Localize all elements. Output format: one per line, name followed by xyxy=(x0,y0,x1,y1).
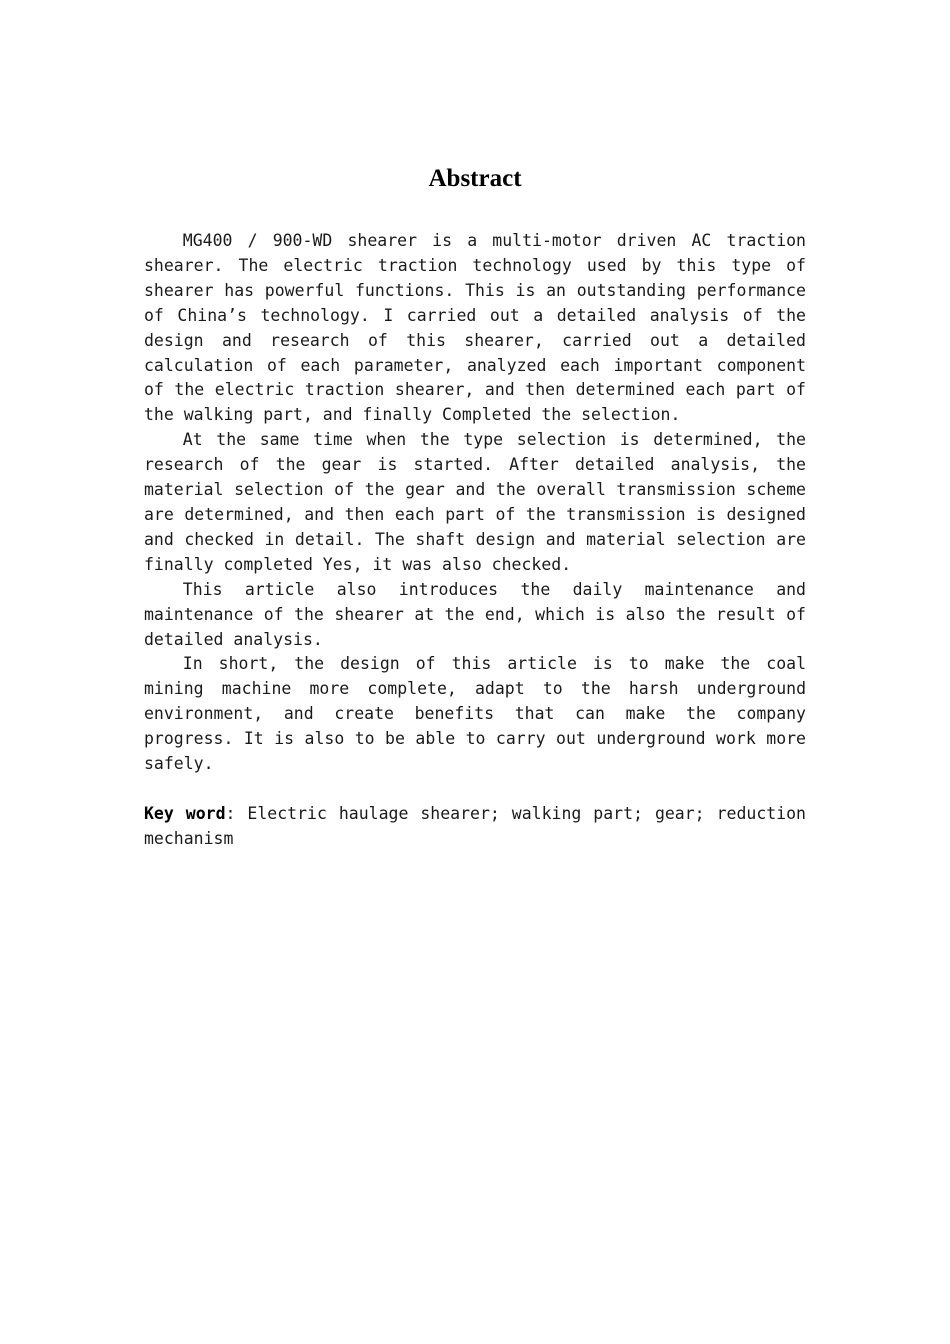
keywords-line xyxy=(144,802,806,852)
abstract-paragraph-3: This article also introduces the daily maintenance and maintenance of the shearer at the end, which is also the result of detailed analysis. xyxy=(144,579,806,649)
abstract-paragraph-1: MG400 / 900-WD shearer is a multi-motor driven AC traction shearer. The electric traction technology used by this type of shearer has powerful functions. This is an outstanding performance of China’s technology. I carried out a detailed analysis of the design and research of this shearer, carried out a detailed calculation of each parameter, analyzed each important component of the electric traction shearer, and then determined each part of the walking part, and finally Completed the selection. xyxy=(144,231,806,425)
abstract-paragraph-4: In short, the design of this article is to make the coal mining machine more complete, adapt to the harsh underground environment, and create benefits that can make the company progress. It is also to be able to carry out underground work more safely. xyxy=(144,654,806,774)
abstract-body xyxy=(144,229,806,777)
keywords-separator: : xyxy=(225,804,248,823)
abstract-title: Abstract xyxy=(428,165,522,192)
keywords-label: Key word xyxy=(144,804,226,823)
abstract-paragraph-2: At the same time when the type selection is determined, the research of the gear is started. After detailed analysis, the material selection of the gear and the overall transmission scheme are determined, and then each part of the transmission is designed and checked in detail. The shaft design and material selection are finally completed Yes, it was also checked. xyxy=(144,430,806,574)
keywords-text: Electric haulage shearer; walking part; gear; reduction mechanism xyxy=(144,804,806,848)
